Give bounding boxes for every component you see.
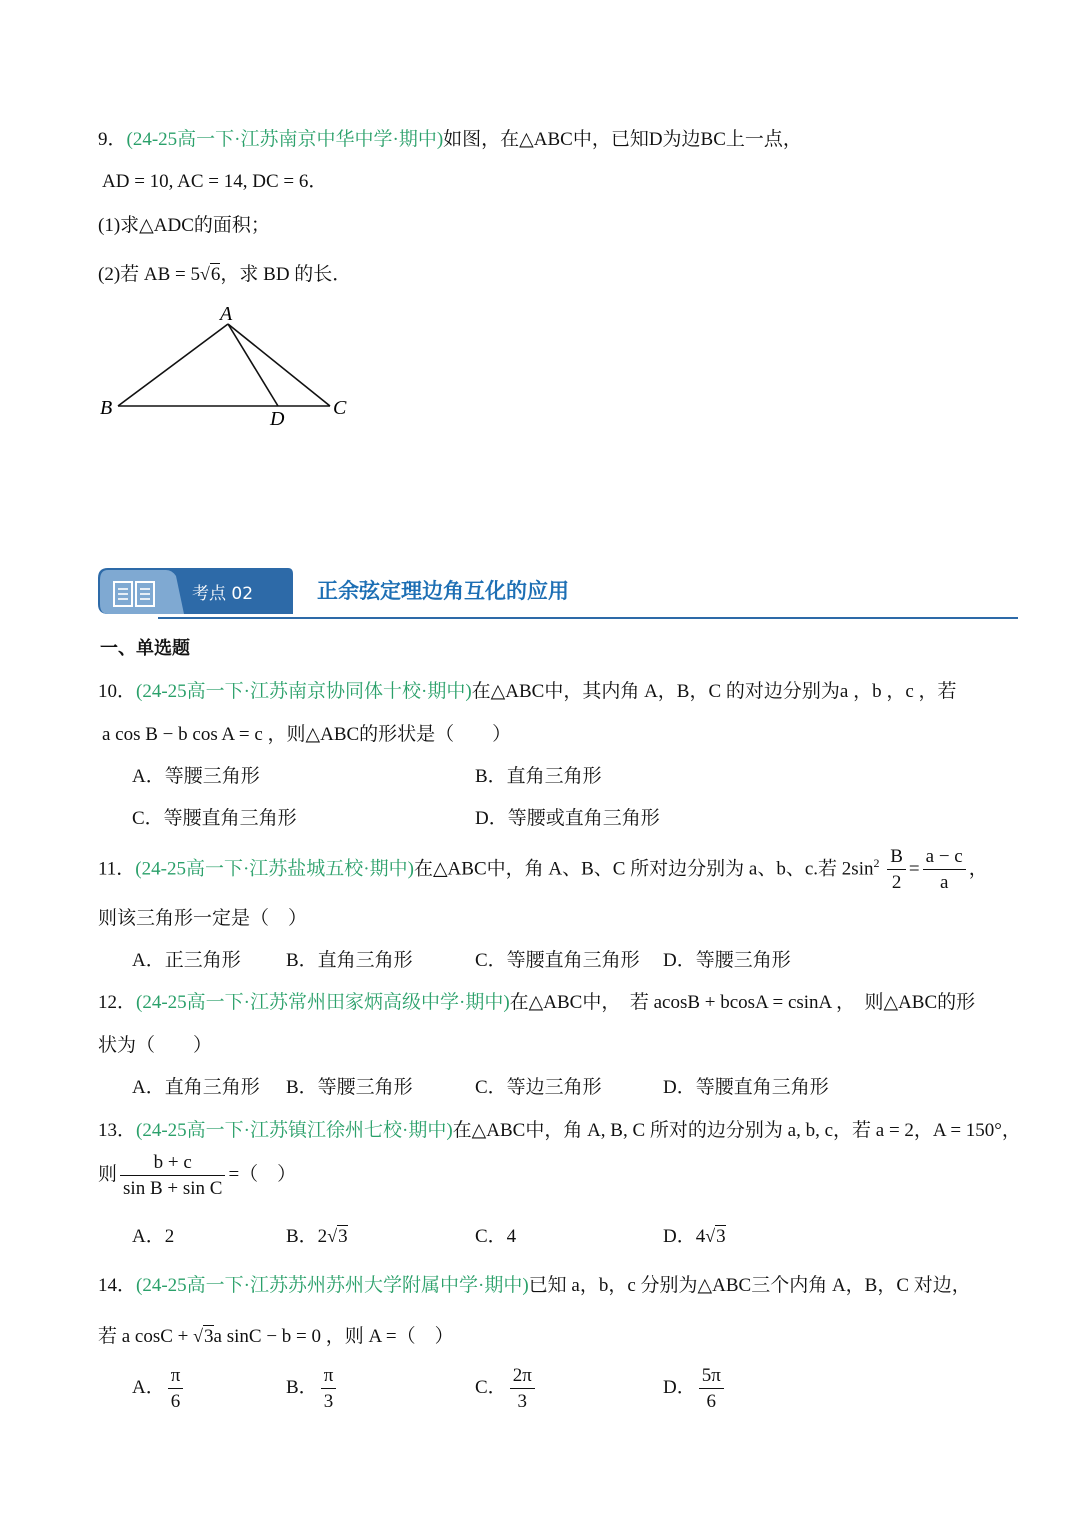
q11-stem1: 在△ABC中，角 A、B、C 所对边分别为 a、b、c.若 2sin [413, 858, 874, 880]
q12-line1 [98, 987, 975, 1014]
q14-option-c-frac [510, 1366, 535, 1411]
q12-source: (24-25高一下·江苏常州田家炳高级中学·期中) [136, 992, 510, 1013]
q12-stem2: 状为（ ） [98, 1035, 213, 1056]
q14-option-a-den: 6 [170, 1391, 181, 1413]
section-title: 正余弦定理边角互化的应用 [317, 579, 569, 603]
q13-frac-den: sin B + sin C [123, 1178, 223, 1200]
sqrt-sign: √ [705, 1226, 716, 1246]
q11-number: 11． [98, 858, 136, 880]
q14-option-b-den: 3 [323, 1391, 334, 1413]
q10-line1 [98, 676, 957, 703]
q14-option-c [475, 1366, 538, 1411]
q13-option-d-text: D．4 [663, 1226, 706, 1247]
q11-line1 [98, 840, 988, 892]
q11-option-b: B．直角三角形 [286, 950, 413, 971]
q11-sup: 2 [873, 856, 880, 870]
q14-option-b-num: π [321, 1366, 337, 1389]
q13-option-b-rad: 3 [338, 1226, 348, 1247]
q13-stem1: 在△ABC中，角 A, B, C 所对的边分别为 a, b, c，若 a = 2，A = 150°， [452, 1120, 1021, 1141]
q14-line2 [98, 1321, 454, 1348]
q13-option-b [286, 1221, 348, 1248]
q12-option-a: A．直角三角形 [132, 1077, 260, 1098]
q9-source: (24-25高一下·江苏南京中华中学·期中) [126, 129, 444, 150]
q13-option-c: C．4 [475, 1226, 517, 1247]
q9-part2-suffix: ，求 BD 的长． [220, 264, 352, 285]
q12-option-b: B．等腰三角形 [286, 1077, 413, 1098]
q10-source: (24-25高一下·江苏南京协同体十校·期中) [136, 681, 472, 702]
q11-option-a: A．正三角形 [132, 950, 241, 971]
q14-stem2-rad: 3 [204, 1326, 214, 1347]
q11-option-d: D．等腰三角形 [663, 950, 791, 971]
q10-option-c: C．等腰直角三角形 [132, 808, 297, 829]
q14-option-d-label: D． [663, 1377, 696, 1398]
q11-comma: ， [968, 858, 988, 880]
q14-option-a [132, 1366, 186, 1411]
q13-number: 13． [98, 1120, 137, 1141]
label-a: A [220, 303, 233, 325]
q13-line2 [98, 1150, 296, 1200]
edge-ac [228, 324, 330, 406]
q9-stem: 如图，在△ABC中，已知D为边BC上一点， [443, 129, 802, 150]
q10-stem2: a cos B − b cos A = c ，则△ABC的形状是（ ） [102, 724, 512, 745]
q11-eq: = [908, 858, 920, 880]
q12-option-d: D．等腰直角三角形 [663, 1077, 829, 1098]
q13-line1 [98, 1115, 1021, 1142]
section-icon-bg [100, 570, 184, 614]
q9-part1: (1)求△ADC的面积； [98, 215, 270, 236]
q13-frac [120, 1153, 225, 1198]
edge-ad [228, 324, 278, 406]
q14-option-c-label: C． [475, 1377, 507, 1398]
q11-frac2 [923, 847, 966, 892]
q13-source: (24-25高一下·江苏镇江徐州七校·期中) [136, 1120, 453, 1141]
q14-option-d-den: 6 [706, 1391, 717, 1413]
q14-option-a-label: A． [132, 1377, 165, 1398]
q11-source: (24-25高一下·江苏盐城五校·期中) [135, 858, 414, 880]
triangle-figure [90, 300, 370, 435]
q13-option-b-text: B．2 [286, 1226, 328, 1247]
q14-line1 [98, 1270, 971, 1297]
q11-option-c: C．等腰直角三角形 [475, 950, 640, 971]
q11-frac1-den: 2 [891, 872, 902, 894]
q9-number: 9． [98, 129, 127, 150]
q14-stem2-b: a sinC − b = 0 ，则 A =（ ） [213, 1326, 454, 1347]
q13-post: =（ ） [228, 1164, 297, 1185]
q10-number: 10． [98, 681, 137, 702]
q10-option-a: A．等腰三角形 [132, 766, 260, 787]
q13-pre: 则 [98, 1164, 118, 1185]
q9-part2 [98, 259, 351, 286]
q14-option-b-label: B． [286, 1377, 318, 1398]
q9-given: AD = 10, AC = 14, DC = 6． [102, 171, 328, 192]
q14-option-b [286, 1366, 339, 1411]
q12-option-c: C．等边三角形 [475, 1077, 602, 1098]
q14-option-a-frac [168, 1366, 184, 1411]
q9-part2-prefix: (2)若 AB = 5 [98, 264, 201, 285]
q14-option-c-den: 3 [517, 1391, 527, 1413]
q11-frac2-den: a [939, 872, 949, 894]
q13-option-d-rad: 3 [716, 1226, 726, 1247]
q10-option-d: D．等腰或直角三角形 [475, 808, 660, 829]
label-b: B [100, 397, 113, 419]
q10-option-b: B．直角三角形 [475, 766, 602, 787]
q14-option-d-frac [699, 1366, 724, 1411]
q14-option-d [663, 1366, 727, 1411]
edge-ab [118, 324, 228, 406]
q12-stem1: 在△ABC中， 若 acosB + bcosA = csinA ， 则△ABC的形 [509, 992, 976, 1013]
q9-part2-rad: 6 [210, 264, 221, 285]
q14-option-b-frac [321, 1366, 337, 1411]
q13-frac-num: b + c [120, 1153, 225, 1176]
label-d: D [270, 408, 285, 430]
label-c: C [333, 397, 347, 419]
q14-source: (24-25高一下·江苏苏州苏州大学附属中学·期中) [136, 1275, 529, 1296]
q14-stem2-a: 若 a cosC + [98, 1326, 194, 1347]
q14-option-d-num: 5π [699, 1366, 724, 1389]
q12-number: 12． [98, 992, 137, 1013]
q14-stem1: 已知 a，b，c 分别为△ABC三个内角 A，B，C 对边， [528, 1275, 971, 1296]
q14-option-a-num: π [168, 1366, 184, 1389]
q14-number: 14． [98, 1275, 137, 1296]
section-tag: 考点 02 [192, 584, 254, 604]
sqrt-sign: √ [327, 1226, 338, 1246]
q11-frac2-num: a − c [923, 847, 966, 870]
sqrt-sign: √ [200, 264, 210, 284]
q13-option-a: A．2 [132, 1226, 175, 1247]
sqrt-sign: √ [193, 1326, 204, 1346]
q11-frac1-num: B [887, 847, 906, 870]
q11-frac1 [887, 847, 906, 892]
q9-line1 [98, 124, 802, 151]
q13-option-d [663, 1221, 726, 1248]
q11-stem2: 则该三角形一定是（ ） [98, 908, 308, 929]
q10-stem1: 在△ABC中，其内角 A，B，C 的对边分别为a ，b ，c ，若 [471, 681, 957, 702]
question-category: 一、单选题 [100, 638, 190, 659]
q14-option-c-num: 2π [510, 1366, 535, 1389]
